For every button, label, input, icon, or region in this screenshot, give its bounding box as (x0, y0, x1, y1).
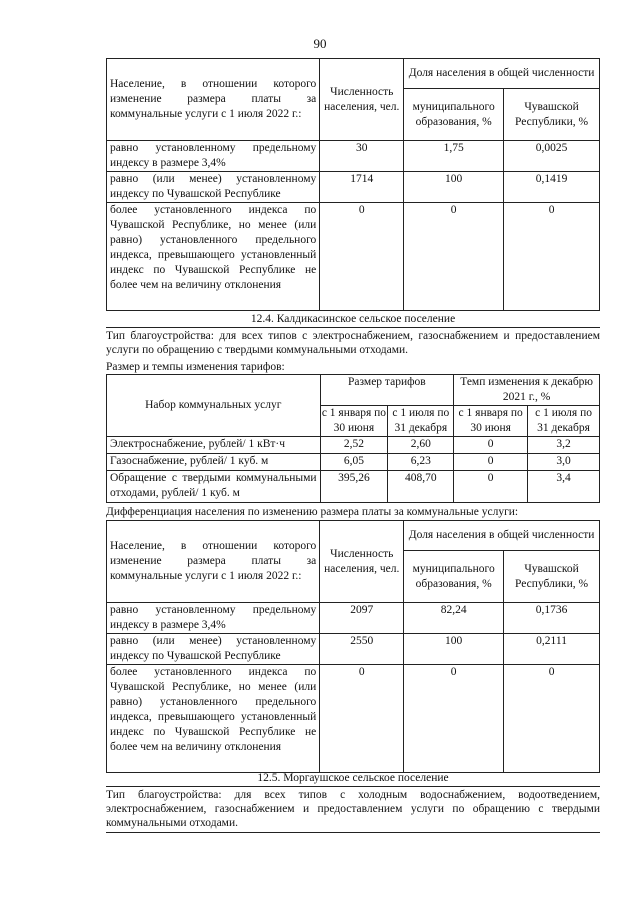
divider (106, 786, 600, 787)
header-period-3: с 1 января по 30 июня (454, 406, 528, 437)
service-name: Газоснабжение, рублей/ 1 куб. м (107, 454, 321, 471)
header-period-2: с 1 июля по 31 декабря (388, 406, 454, 437)
tempo-value-1: 0 (454, 471, 528, 503)
header-share-municipal: муниципального образования, % (404, 551, 504, 603)
divider (106, 327, 600, 328)
page-number: 90 (313, 36, 327, 51)
row-label: равно установленному предельному индексу в размере 3,4% (107, 603, 320, 634)
header-share-group: Доля населения в общей численности (404, 59, 600, 89)
header-services: Набор коммунальных услуг (107, 375, 321, 437)
row-share-republic: 0,0025 (504, 141, 600, 172)
row-count: 2097 (320, 603, 404, 634)
row-label: равно (или менее) установленному индексу по Чувашской Республике (107, 634, 320, 665)
header-period-4: с 1 июля по 31 декабря (528, 406, 600, 437)
row-share-municipal: 100 (404, 634, 504, 665)
population-table-2 (106, 520, 600, 773)
table-row (107, 603, 600, 634)
table-row (107, 172, 600, 203)
row-count: 2550 (320, 634, 404, 665)
row-label: равно (или менее) установленному индексу по Чувашской Республике (107, 172, 320, 203)
tariffs-caption: Размер и темпы изменения тарифов: (106, 361, 285, 373)
row-count: 0 (320, 203, 404, 311)
tempo-value-1: 0 (454, 437, 528, 454)
header-tariff-size: Размер тарифов (320, 375, 454, 406)
section-title-kaldikasinskoe: 12.4. Калдикасинское сельское поселение (250, 313, 456, 325)
header-period-1: с 1 января по 30 июня (320, 406, 388, 437)
header-count: Численность населения, чел. (320, 59, 404, 141)
table-row (107, 471, 600, 503)
table-row (107, 203, 600, 311)
header-population: Население, в отношении которого изменение размера платы за коммунальные услуги с 1 июля 2022 г.: (107, 521, 320, 603)
tariffs-table (106, 374, 600, 503)
service-name: Электроснабжение, рублей/ 1 кВт·ч (107, 437, 321, 454)
row-share-republic: 0,1736 (504, 603, 600, 634)
row-share-republic: 0 (504, 203, 600, 311)
divider (106, 832, 600, 833)
row-count: 0 (320, 665, 404, 773)
row-share-republic: 0,1419 (504, 172, 600, 203)
differentiation-caption: Дифференциация населения по изменению размера платы за коммунальные услуги: (106, 506, 519, 518)
table-row (107, 454, 600, 471)
tariff-value-1: 2,52 (320, 437, 388, 454)
row-share-municipal: 0 (404, 203, 504, 311)
table-row (107, 665, 600, 773)
table-row (107, 141, 600, 172)
row-share-municipal: 100 (404, 172, 504, 203)
tempo-value-2: 3,2 (528, 437, 600, 454)
header-share-republic: Чувашской Республики, % (504, 551, 600, 603)
section-title-morgaushskoe: 12.5. Моргаушское сельское поселение (257, 772, 449, 784)
tariff-value-2: 408,70 (388, 471, 454, 503)
population-table-1 (106, 58, 600, 311)
table-row (107, 634, 600, 665)
row-share-municipal: 1,75 (404, 141, 504, 172)
header-share-republic: Чувашской Республики, % (504, 89, 600, 141)
header-share-group: Доля населения в общей численности (404, 521, 600, 551)
row-share-republic: 0 (504, 665, 600, 773)
tariff-value-1: 395,26 (320, 471, 388, 503)
row-share-municipal: 0 (404, 665, 504, 773)
header-tariff-tempo: Темп изменения к декабрю 2021 г., % (454, 375, 600, 406)
type-text-kaldikasinskoe: Тип благоустройства: для всех типов с электроснабжением, газоснабжением и предоставлением услуги по обращению с твердыми коммунальными отходами. (106, 330, 600, 356)
tempo-value-2: 3,4 (528, 471, 600, 503)
row-label: равно установленному предельному индексу в размере 3,4% (107, 141, 320, 172)
row-share-republic: 0,2111 (504, 634, 600, 665)
header-share-municipal: муниципального образования, % (404, 89, 504, 141)
tariff-value-2: 6,23 (388, 454, 454, 471)
tempo-value-2: 3,0 (528, 454, 600, 471)
header-count: Численность населения, чел. (320, 521, 404, 603)
type-text-morgaushskoe: Тип благоустройства: для всех типов с холодным водоснабжением, водоотведением, электроснабжением, газоснабжением и предоставлением услуги по обращению с твердыми коммунальными отходами. (106, 789, 600, 829)
row-share-municipal: 82,24 (404, 603, 504, 634)
table-row (107, 437, 600, 454)
tempo-value-1: 0 (454, 454, 528, 471)
row-label: более установленного индекса по Чувашской Республике, но менее (или равно) установленного предельного индекса, превышающего установленный индекс по Чувашской Республике не более чем на величину отклонения (107, 665, 320, 773)
header-population: Население, в отношении которого изменение размера платы за коммунальные услуги с 1 июля 2022 г.: (107, 59, 320, 141)
row-label: более установленного индекса по Чувашской Республике, но менее (или равно) установленного предельного индекса, превышающего установленный индекс по Чувашской Республике не более чем на величину отклонения (107, 203, 320, 311)
tariff-value-2: 2,60 (388, 437, 454, 454)
service-name: Обращение с твердыми коммунальными отходами, рублей/ 1 куб. м (107, 471, 321, 503)
row-count: 30 (320, 141, 404, 172)
row-count: 1714 (320, 172, 404, 203)
tariff-value-1: 6,05 (320, 454, 388, 471)
